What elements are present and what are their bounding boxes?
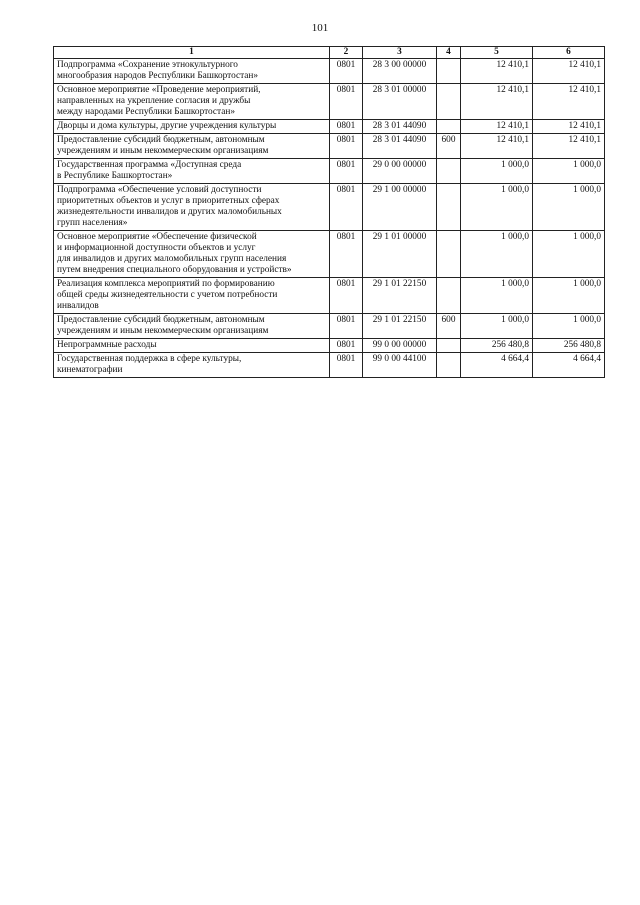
section-cell: 0801 bbox=[330, 231, 363, 278]
table-row bbox=[54, 184, 605, 231]
row-name-cell: Государственная поддержка в сфере культуры, кинематографии bbox=[54, 353, 330, 378]
expense-type-cell bbox=[437, 120, 461, 134]
amount-cell: 256 480,8 bbox=[461, 339, 533, 353]
section-cell: 0801 bbox=[330, 134, 363, 159]
amount-cell: 1 000,0 bbox=[461, 231, 533, 278]
expense-type-cell bbox=[437, 159, 461, 184]
target-code-cell: 28 3 00 00000 bbox=[363, 59, 437, 84]
column-header: 6 bbox=[533, 47, 605, 59]
expense-type-cell: 600 bbox=[437, 134, 461, 159]
table-row bbox=[54, 134, 605, 159]
amount-cell: 12 410,1 bbox=[533, 120, 605, 134]
amount-cell: 1 000,0 bbox=[533, 314, 605, 339]
target-code-cell: 99 0 00 44100 bbox=[363, 353, 437, 378]
target-code-cell: 29 1 01 22150 bbox=[363, 314, 437, 339]
amount-cell: 12 410,1 bbox=[461, 120, 533, 134]
budget-table bbox=[53, 46, 605, 378]
table-row bbox=[54, 353, 605, 378]
amount-cell: 12 410,1 bbox=[461, 134, 533, 159]
amount-cell: 12 410,1 bbox=[533, 59, 605, 84]
amount-cell: 4 664,4 bbox=[461, 353, 533, 378]
section-cell: 0801 bbox=[330, 314, 363, 339]
section-cell: 0801 bbox=[330, 339, 363, 353]
table-row bbox=[54, 84, 605, 120]
row-name-cell: Реализация комплекса мероприятий по формированию общей среды жизнедеятельности с учетом потребности инвалидов bbox=[54, 278, 330, 314]
amount-cell: 12 410,1 bbox=[461, 84, 533, 120]
expense-type-cell bbox=[437, 278, 461, 314]
amount-cell: 256 480,8 bbox=[533, 339, 605, 353]
row-name-cell: Основное мероприятие «Обеспечение физической и информационной доступности объектов и услуг для инвалидов и других маломобильных групп населения путем внедрения специального оборудования и устройств» bbox=[54, 231, 330, 278]
section-cell: 0801 bbox=[330, 159, 363, 184]
table-row bbox=[54, 314, 605, 339]
target-code-cell: 29 0 00 00000 bbox=[363, 159, 437, 184]
column-header: 5 bbox=[461, 47, 533, 59]
row-name-cell: Подпрограмма «Обеспечение условий доступности приоритетных объектов и услуг в приоритетных сферах жизнедеятельности инвалидов и других маломобильных групп населения» bbox=[54, 184, 330, 231]
table-row bbox=[54, 159, 605, 184]
row-name-cell: Непрограммные расходы bbox=[54, 339, 330, 353]
amount-cell: 1 000,0 bbox=[461, 184, 533, 231]
amount-cell: 1 000,0 bbox=[533, 184, 605, 231]
amount-cell: 1 000,0 bbox=[533, 231, 605, 278]
target-code-cell: 29 1 01 00000 bbox=[363, 231, 437, 278]
column-header: 4 bbox=[437, 47, 461, 59]
page-number: 101 bbox=[311, 22, 329, 34]
expense-type-cell bbox=[437, 231, 461, 278]
table-header-row bbox=[54, 47, 605, 59]
amount-cell: 1 000,0 bbox=[533, 159, 605, 184]
section-cell: 0801 bbox=[330, 278, 363, 314]
section-cell: 0801 bbox=[330, 120, 363, 134]
table-row bbox=[54, 120, 605, 134]
target-code-cell: 28 3 01 44090 bbox=[363, 134, 437, 159]
target-code-cell: 29 1 00 00000 bbox=[363, 184, 437, 231]
amount-cell: 12 410,1 bbox=[461, 59, 533, 84]
amount-cell: 1 000,0 bbox=[461, 159, 533, 184]
table-row bbox=[54, 339, 605, 353]
table-row bbox=[54, 59, 605, 84]
expense-type-cell bbox=[437, 339, 461, 353]
target-code-cell: 28 3 01 00000 bbox=[363, 84, 437, 120]
amount-cell: 4 664,4 bbox=[533, 353, 605, 378]
target-code-cell: 99 0 00 00000 bbox=[363, 339, 437, 353]
row-name-cell: Основное мероприятие «Проведение мероприятий, направленных на укрепление согласия и дружбы между народами Республики Башкортостан» bbox=[54, 84, 330, 120]
column-header: 1 bbox=[54, 47, 330, 59]
row-name-cell: Предоставление субсидий бюджетным, автономным учреждениям и иным некоммерческим организациям bbox=[54, 134, 330, 159]
table-row bbox=[54, 278, 605, 314]
amount-cell: 1 000,0 bbox=[461, 314, 533, 339]
section-cell: 0801 bbox=[330, 59, 363, 84]
amount-cell: 12 410,1 bbox=[533, 134, 605, 159]
amount-cell: 1 000,0 bbox=[461, 278, 533, 314]
amount-cell: 12 410,1 bbox=[533, 84, 605, 120]
row-name-cell: Предоставление субсидий бюджетным, автономным учреждениям и иным некоммерческим организациям bbox=[54, 314, 330, 339]
section-cell: 0801 bbox=[330, 84, 363, 120]
amount-cell: 1 000,0 bbox=[533, 278, 605, 314]
table-row bbox=[54, 231, 605, 278]
target-code-cell: 28 3 01 44090 bbox=[363, 120, 437, 134]
section-cell: 0801 bbox=[330, 184, 363, 231]
expense-type-cell bbox=[437, 59, 461, 84]
target-code-cell: 29 1 01 22150 bbox=[363, 278, 437, 314]
section-cell: 0801 bbox=[330, 353, 363, 378]
row-name-cell: Государственная программа «Доступная среда в Республике Башкортостан» bbox=[54, 159, 330, 184]
expense-type-cell: 600 bbox=[437, 314, 461, 339]
column-header: 2 bbox=[330, 47, 363, 59]
expense-type-cell bbox=[437, 353, 461, 378]
column-header: 3 bbox=[363, 47, 437, 59]
expense-type-cell bbox=[437, 84, 461, 120]
expense-type-cell bbox=[437, 184, 461, 231]
row-name-cell: Подпрограмма «Сохранение этнокультурного многообразия народов Республики Башкортостан» bbox=[54, 59, 330, 84]
row-name-cell: Дворцы и дома культуры, другие учреждения культуры bbox=[54, 120, 330, 134]
